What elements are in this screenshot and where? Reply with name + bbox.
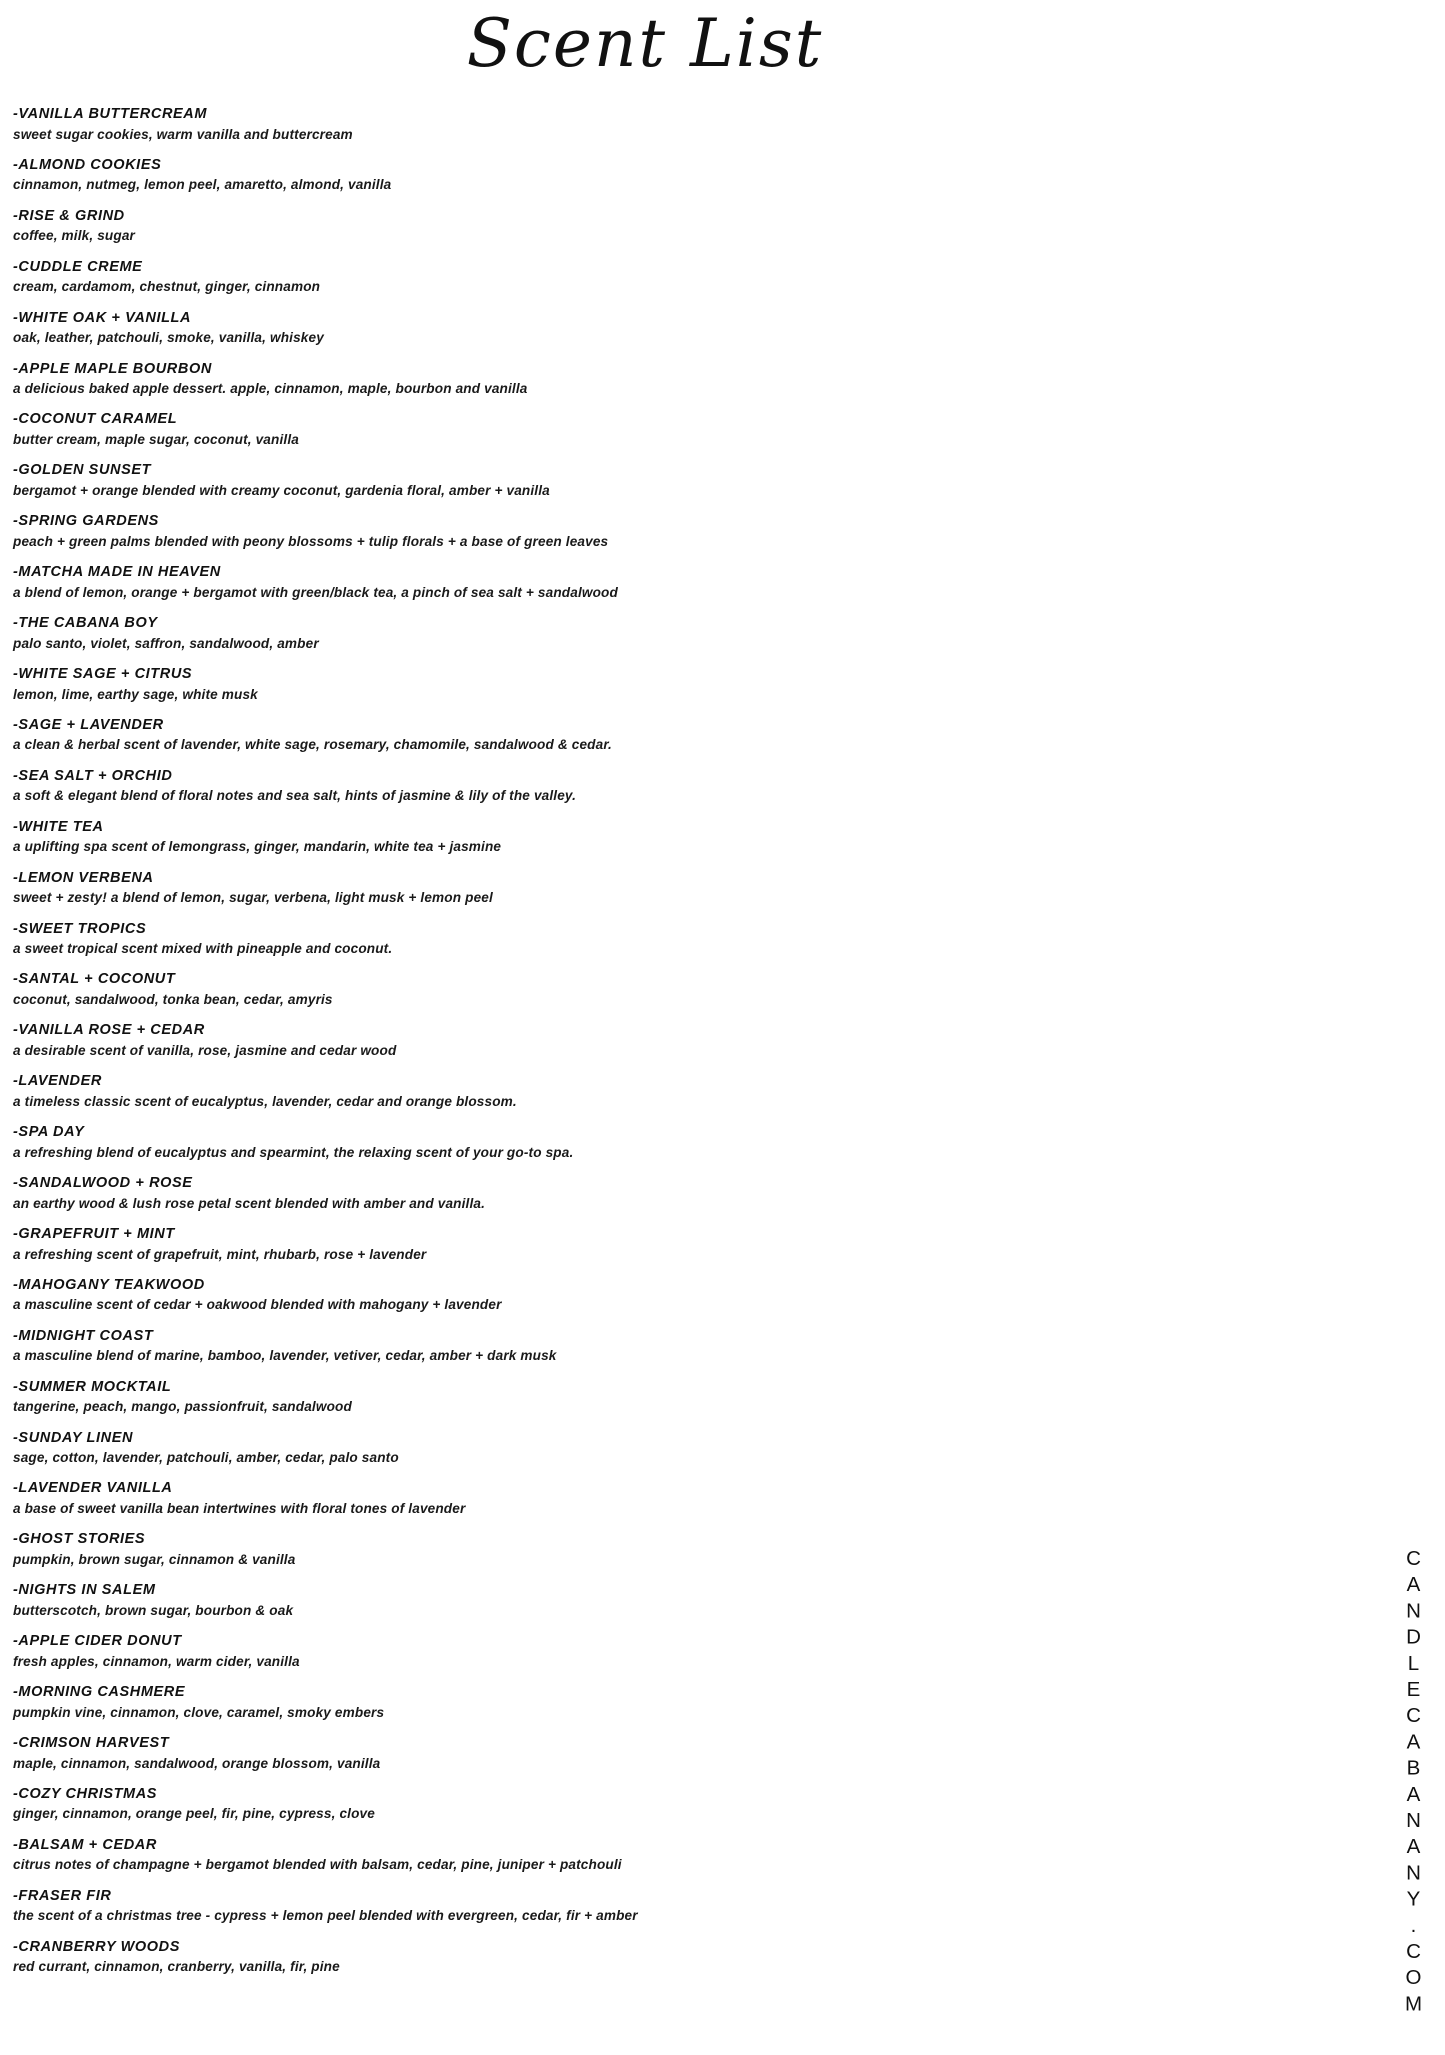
scent-entry xyxy=(13,1683,1243,1722)
scent-entry xyxy=(13,1378,1243,1417)
scent-notes: a clean & herbal scent of lavender, white sage, rosemary, chamomile, sandalwood & cedar. xyxy=(13,737,612,753)
scent-entry xyxy=(13,1836,1243,1875)
scent-notes: a delicious baked apple dessert. apple, cinnamon, maple, bourbon and vanilla xyxy=(13,381,528,397)
scent-name: -APPLE CIDER DONUT xyxy=(13,1633,182,1650)
scent-entry xyxy=(13,767,1243,806)
scent-name: -SANDALWOOD + ROSE xyxy=(13,1175,193,1192)
scent-notes: maple, cinnamon, sandalwood, orange blossom, vanilla xyxy=(13,1755,381,1771)
scent-name: -ALMOND COOKIES xyxy=(13,156,162,173)
scent-entry xyxy=(13,1581,1243,1620)
scent-name: -SPA DAY xyxy=(13,1124,85,1141)
scent-name: -VANILLA BUTTERCREAM xyxy=(13,106,208,122)
scent-name: -LAVENDER xyxy=(13,1073,102,1090)
scent-list xyxy=(13,105,1243,1989)
scent-name: -BALSAM + CEDAR xyxy=(13,1836,157,1853)
scent-name: -RISE & GRIND xyxy=(13,207,125,224)
scent-entry xyxy=(13,1225,1243,1264)
scent-notes: bergamot + orange blended with creamy coconut, gardenia floral, amber + vanilla xyxy=(13,482,550,498)
scent-name: -SUMMER MOCKTAIL xyxy=(13,1378,172,1395)
website-url: CANDLECABANANY.COM xyxy=(1402,1547,1425,2019)
scent-notes: a refreshing blend of eucalyptus and spearmint, the relaxing scent of your go-to spa. xyxy=(13,1144,574,1160)
scent-notes: a uplifting spa scent of lemongrass, ginger, mandarin, white tea + jasmine xyxy=(13,839,502,855)
scent-entry xyxy=(13,1174,1243,1213)
scent-name: -LAVENDER VANILLA xyxy=(13,1480,173,1497)
scent-entry xyxy=(13,309,1243,348)
scent-entry xyxy=(13,105,1243,144)
scent-name: -WHITE OAK + VANILLA xyxy=(13,309,192,326)
scent-entry xyxy=(13,258,1243,297)
scent-entry xyxy=(13,512,1243,551)
scent-notes: oak, leather, patchouli, smoke, vanilla, whiskey xyxy=(13,330,324,346)
scent-notes: coconut, sandalwood, tonka bean, cedar, amyris xyxy=(13,991,333,1007)
scent-entry xyxy=(13,1276,1243,1315)
scent-name: -MORNING CASHMERE xyxy=(13,1684,186,1701)
scent-name: -THE CABANA BOY xyxy=(13,615,158,632)
scent-entry xyxy=(13,156,1243,195)
scent-notes: cream, cardamom, chestnut, ginger, cinnamon xyxy=(13,279,321,295)
scent-notes: red currant, cinnamon, cranberry, vanilla, fir, pine xyxy=(13,1959,340,1975)
scent-name: -SPRING GARDENS xyxy=(13,513,159,530)
scent-notes: an earthy wood & lush rose petal scent blended with amber and vanilla. xyxy=(13,1195,486,1211)
scent-name: -VANILLA ROSE + CEDAR xyxy=(13,1022,205,1039)
scent-entry xyxy=(13,1429,1243,1468)
scent-notes: a masculine scent of cedar + oakwood blended with mahogany + lavender xyxy=(13,1297,502,1313)
scent-entry xyxy=(13,207,1243,246)
scent-name: -MIDNIGHT COAST xyxy=(13,1327,154,1344)
scent-name: -GRAPEFRUIT + MINT xyxy=(13,1225,175,1242)
scent-notes: a desirable scent of vanilla, rose, jasmine and cedar wood xyxy=(13,1042,397,1058)
scent-entry xyxy=(13,1123,1243,1162)
scent-entry xyxy=(13,1072,1243,1111)
scent-name: -SANTAL + COCONUT xyxy=(13,971,176,988)
scent-notes: a soft & elegant blend of floral notes and sea salt, hints of jasmine & lily of the valley. xyxy=(13,788,577,804)
scent-entry xyxy=(13,1734,1243,1773)
scent-name: -CRIMSON HARVEST xyxy=(13,1735,170,1751)
scent-name: -CUDDLE CREME xyxy=(13,258,143,275)
scent-notes: butterscotch, brown sugar, bourbon & oak xyxy=(13,1602,294,1618)
scent-entry xyxy=(13,1887,1243,1926)
scent-entry xyxy=(13,920,1243,959)
scent-notes: sage, cotton, lavender, patchouli, amber, cedar, palo santo xyxy=(13,1450,399,1466)
scent-name: -MATCHA MADE IN HEAVEN xyxy=(13,564,221,581)
scent-name: -GOLDEN SUNSET xyxy=(13,462,152,479)
scent-notes: a blend of lemon, orange + bergamot with green/black tea, a pinch of sea salt + sandalwood xyxy=(13,584,618,600)
scent-notes: ginger, cinnamon, orange peel, fir, pine, cypress, clove xyxy=(13,1806,375,1822)
scent-notes: sweet + zesty! a blend of lemon, sugar, verbena, light musk + lemon peel xyxy=(13,890,493,906)
scent-entry xyxy=(13,1632,1243,1671)
scent-name: -SWEET TROPICS xyxy=(13,920,147,937)
scent-notes: peach + green palms blended with peony blossoms + tulip florals + a base of green leaves xyxy=(13,533,609,549)
scent-entry xyxy=(13,360,1243,399)
scent-name: -COZY CHRISTMAS xyxy=(13,1785,158,1802)
scent-notes: a timeless classic scent of eucalyptus, lavender, cedar and orange blossom. xyxy=(13,1093,517,1109)
scent-name: -FRASER FIR xyxy=(13,1887,112,1904)
scent-entry xyxy=(13,1785,1243,1824)
scent-notes: butter cream, maple sugar, coconut, vanilla xyxy=(13,432,299,447)
scent-entry xyxy=(13,1021,1243,1060)
scent-notes: a refreshing scent of grapefruit, mint, rhubarb, rose + lavender xyxy=(13,1246,427,1262)
scent-entry xyxy=(13,970,1243,1009)
scent-notes: tangerine, peach, mango, passionfruit, sandalwood xyxy=(13,1399,352,1415)
scent-notes: fresh apples, cinnamon, warm cider, vanilla xyxy=(13,1653,300,1669)
scent-name: -MAHOGANY TEAKWOOD xyxy=(13,1276,205,1293)
scent-name: -GHOST STORIES xyxy=(13,1531,146,1548)
scent-name: -SEA SALT + ORCHID xyxy=(13,767,173,784)
scent-entry xyxy=(13,614,1243,653)
scent-name: -WHITE TEA xyxy=(13,818,104,835)
scent-name: -LEMON VERBENA xyxy=(13,869,154,886)
scent-entry xyxy=(13,665,1243,704)
scent-name: -WHITE SAGE + CITRUS xyxy=(13,665,193,682)
scent-entry xyxy=(13,410,1243,449)
scent-notes: the scent of a christmas tree - cypress + lemon peel blended with evergreen, cedar, fir + amber xyxy=(13,1908,638,1924)
scent-entry xyxy=(13,818,1243,857)
scent-name: -APPLE MAPLE BOURBON xyxy=(13,360,212,377)
scent-entry xyxy=(13,1530,1243,1569)
scent-notes: sweet sugar cookies, warm vanilla and buttercream xyxy=(13,126,353,142)
scent-notes: a sweet tropical scent mixed with pineapple and coconut. xyxy=(13,941,393,957)
scent-notes: palo santo, violet, saffron, sandalwood, amber xyxy=(13,635,319,651)
scent-entry xyxy=(13,563,1243,602)
scent-entry xyxy=(13,1479,1243,1518)
scent-entry xyxy=(13,1938,1243,1977)
page-title: Scent List xyxy=(466,5,824,82)
scent-entry xyxy=(13,461,1243,500)
scent-entry xyxy=(13,716,1243,755)
scent-notes: lemon, lime, earthy sage, white musk xyxy=(13,686,258,702)
scent-name: -NIGHTS IN SALEM xyxy=(13,1582,156,1599)
scent-name: -CRANBERRY WOODS xyxy=(13,1938,180,1955)
scent-notes: a masculine blend of marine, bamboo, lavender, vetiver, cedar, amber + dark musk xyxy=(13,1348,557,1364)
scent-notes: citrus notes of champagne + bergamot blended with balsam, cedar, pine, juniper + patchouli xyxy=(13,1857,622,1873)
scent-notes: coffee, milk, sugar xyxy=(13,228,135,244)
scent-notes: pumpkin, brown sugar, cinnamon & vanilla xyxy=(13,1551,296,1567)
scent-name: -SAGE + LAVENDER xyxy=(13,716,164,733)
scent-entry xyxy=(13,1327,1243,1366)
scent-name: -SUNDAY LINEN xyxy=(13,1429,134,1446)
scent-name: -COCONUT CARAMEL xyxy=(13,411,178,428)
scent-notes: cinnamon, nutmeg, lemon peel, amaretto, almond, vanilla xyxy=(13,177,392,193)
scent-notes: a base of sweet vanilla bean intertwines with floral tones of lavender xyxy=(13,1501,466,1517)
scent-entry xyxy=(13,869,1243,908)
scent-notes: pumpkin vine, cinnamon, clove, caramel, smoky embers xyxy=(13,1704,385,1720)
